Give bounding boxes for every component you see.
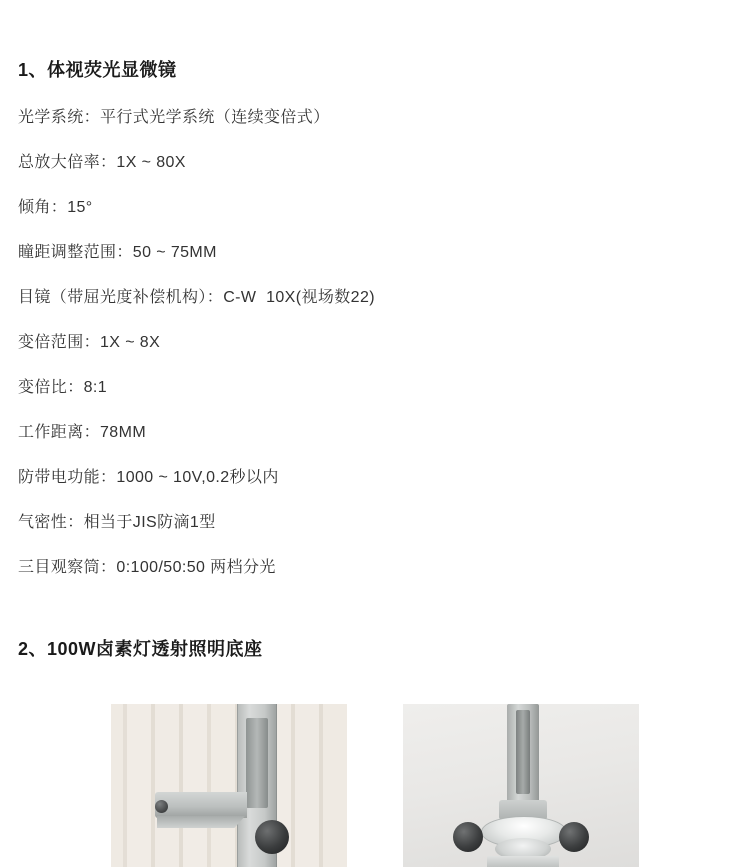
document-page xyxy=(0,56,750,867)
spec-line-trinocular-tube: 三目观察筒：0:100/50:50 两档分光 xyxy=(18,559,276,576)
spec-line-airtightness: 气密性：相当于JIS防滴1型 xyxy=(18,514,216,531)
arm-small-knob-shape xyxy=(155,800,168,813)
spec-line-zoom-ratio: 变倍比：8:1 xyxy=(18,379,108,396)
head-post-slot-shape xyxy=(516,710,530,794)
section-2-heading: 2、100W卤素灯透射照明底座 xyxy=(18,639,263,659)
spec-line-tilt-angle: 倾角：15° xyxy=(18,199,93,216)
stand-column-slot-shape xyxy=(246,718,268,808)
microscope-head-front-photo xyxy=(403,704,639,867)
spec-line-zoom-range: 变倍范围：1X ~ 8X xyxy=(18,334,161,351)
spec-line-antistatic: 防带电功能：1000 ~ 10V,0.2秒以内 xyxy=(18,469,279,486)
support-arm-shape xyxy=(155,792,247,818)
spec-line-optical-system: 光学系统：平行式光学系统（连续变倍式） xyxy=(18,109,330,126)
microscope-stand-arm-photo xyxy=(111,704,347,867)
photo-row xyxy=(18,704,732,867)
section-1-spec-list xyxy=(18,104,732,577)
right-focus-knob-shape xyxy=(559,822,589,852)
spec-line-pupil-distance: 瞳距调整范围：50 ~ 75MM xyxy=(18,244,217,261)
focus-knob-shape xyxy=(255,820,289,854)
spec-line-total-magnification: 总放大倍率：1X ~ 80X xyxy=(18,154,186,171)
section-1-heading: 1、体视荧光显微镜 xyxy=(18,60,177,80)
support-arm-underside-shape xyxy=(157,816,245,828)
illumination-base-shape xyxy=(487,856,559,867)
left-focus-knob-shape xyxy=(453,822,483,852)
spec-line-working-distance: 工作距离：78MM xyxy=(18,424,147,441)
spec-line-eyepiece: 目镜（带屈光度补偿机构）：C-W 10X(视场数22) xyxy=(18,289,375,306)
